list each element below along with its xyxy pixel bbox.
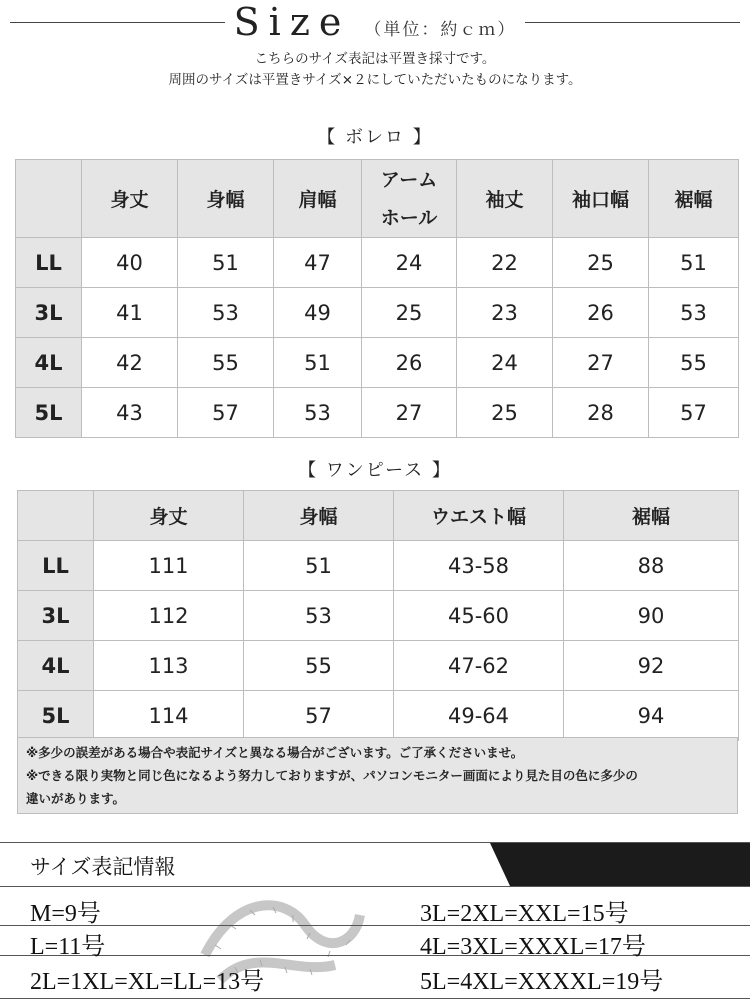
size-label: 4L: [18, 641, 94, 691]
table-row: [16, 338, 739, 388]
table-cell: 88: [564, 541, 739, 591]
size-equivalent: M=9号: [30, 901, 101, 927]
table-cell: 26: [362, 338, 457, 388]
table-row: [16, 238, 739, 288]
header-cell: 身幅: [178, 160, 274, 238]
table-cell: 49: [274, 288, 362, 338]
table-cell: 90: [564, 591, 739, 641]
table-cell: 25: [362, 288, 457, 338]
disclaimer-line: 違いがあります。: [26, 791, 126, 806]
table-row: [18, 641, 739, 691]
disclaimer-line: ※多少の誤差がある場合や表記サイズと異なる場合がございます。ご了承くださいませ。: [26, 745, 524, 760]
bolero-title: 【 ボレロ 】: [317, 127, 433, 148]
table-row: [16, 288, 739, 338]
table-cell: 94: [564, 691, 739, 741]
table-cell: 47-62: [394, 641, 564, 691]
table-cell: 51: [649, 238, 739, 288]
header-divider-left: [10, 22, 225, 23]
table-cell: 40: [82, 238, 178, 288]
table-row: [18, 541, 739, 591]
title-unit: （単位：約ｃｍ）: [364, 20, 517, 40]
table-cell: 43: [82, 388, 178, 438]
onepiece-title: 【 ワンピース 】: [298, 460, 452, 481]
header-cell: [362, 160, 457, 238]
header-cell-line: ホール: [380, 206, 438, 229]
table-cell: 27: [362, 388, 457, 438]
table-cell: 111: [94, 541, 244, 591]
size-label: 3L: [16, 288, 82, 338]
table-cell: 112: [94, 591, 244, 641]
corner-cell: [16, 160, 82, 238]
table-cell: 55: [178, 338, 274, 388]
table-cell: 43-58: [394, 541, 564, 591]
table-cell: 47: [274, 238, 362, 288]
info-row-rule: [0, 998, 750, 999]
table-row: [18, 691, 739, 741]
table-cell: 53: [244, 591, 394, 641]
table-header-row: [18, 491, 739, 541]
disclaimer-box: [17, 737, 738, 814]
header-cell: 身丈: [82, 160, 178, 238]
table-cell: 53: [274, 388, 362, 438]
table-cell: 25: [457, 388, 553, 438]
corner-cell: [18, 491, 94, 541]
bolero-size-table: [15, 159, 739, 438]
size-info-title: サイズ表記情報: [30, 855, 176, 879]
size-label: LL: [16, 238, 82, 288]
size-label: LL: [18, 541, 94, 591]
header-cell: 身丈: [94, 491, 244, 541]
table-cell: 27: [553, 338, 649, 388]
table-cell: 23: [457, 288, 553, 338]
header-cell-line: アーム: [380, 168, 438, 191]
title-word: Size: [233, 0, 351, 44]
size-title: [226, 0, 524, 44]
size-label: 3L: [18, 591, 94, 641]
table-cell: 57: [244, 691, 394, 741]
table-header-row: [16, 160, 739, 238]
size-equivalent: 5L=4XL=XXXXL=19号: [420, 969, 664, 995]
header-cell: 裾幅: [564, 491, 739, 541]
size-equivalent: 4L=3XL=XXXL=17号: [420, 934, 646, 960]
header-cell: 裾幅: [649, 160, 739, 238]
size-equivalent: L=11号: [30, 934, 106, 960]
table-cell: 24: [457, 338, 553, 388]
table-cell: 28: [553, 388, 649, 438]
note-flat-measure: こちらのサイズ表記は平置き採寸です。: [254, 51, 496, 67]
table-cell: 55: [244, 641, 394, 691]
info-row-rule: [0, 886, 750, 887]
table-cell: 53: [178, 288, 274, 338]
table-cell: 25: [553, 238, 649, 288]
table-cell: 51: [244, 541, 394, 591]
table-cell: 51: [178, 238, 274, 288]
table-cell: 26: [553, 288, 649, 338]
table-cell: 113: [94, 641, 244, 691]
note-circumference: 周囲のサイズは平置きサイズ×２にしていただいたものになります。: [168, 72, 582, 88]
table-cell: 42: [82, 338, 178, 388]
header-cell: 袖丈: [457, 160, 553, 238]
table-cell: 22: [457, 238, 553, 288]
table-cell: 53: [649, 288, 739, 338]
size-label: 5L: [18, 691, 94, 741]
size-label: 4L: [16, 338, 82, 388]
table-cell: 57: [649, 388, 739, 438]
onepiece-size-table: [17, 490, 739, 741]
size-label: 5L: [16, 388, 82, 438]
table-cell: 55: [649, 338, 739, 388]
table-row: [16, 388, 739, 438]
table-cell: 92: [564, 641, 739, 691]
table-cell: 24: [362, 238, 457, 288]
header-divider-right: [525, 22, 740, 23]
header-cell: 身幅: [244, 491, 394, 541]
table-cell: 49-64: [394, 691, 564, 741]
table-cell: 45-60: [394, 591, 564, 641]
disclaimer-line: ※できる限り実物と同じ色になるよう努力しておりますが、パソコンモニター画面により見た目の色に多少の: [26, 768, 638, 783]
size-equivalent: 2L=1XL=XL=LL=13号: [30, 969, 265, 995]
table-cell: 57: [178, 388, 274, 438]
size-info-banner: [0, 843, 750, 886]
header-cell: ウエスト幅: [394, 491, 564, 541]
size-equivalent: 3L=2XL=XXL=15号: [420, 901, 629, 927]
header-cell: 肩幅: [274, 160, 362, 238]
table-cell: 51: [274, 338, 362, 388]
table-row: [18, 591, 739, 641]
table-cell: 114: [94, 691, 244, 741]
header-cell: 袖口幅: [553, 160, 649, 238]
table-cell: 41: [82, 288, 178, 338]
